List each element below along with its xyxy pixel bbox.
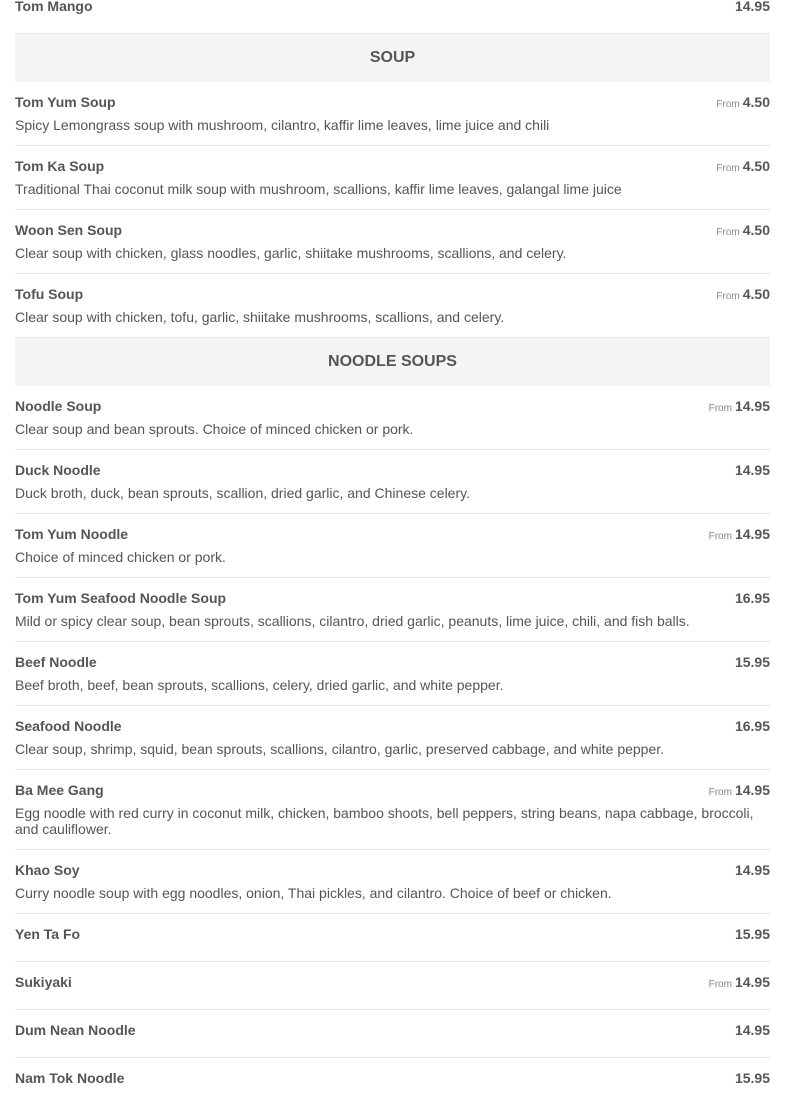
menu-item-name: Woon Sen Soup <box>15 222 123 238</box>
menu-item[interactable] <box>15 962 770 1010</box>
price-amount: 4.50 <box>742 286 770 302</box>
section-header-soup: SOUP <box>15 34 770 82</box>
menu-item-description: Clear soup and bean sprouts. Choice of minced chicken or pork. <box>15 421 414 437</box>
price-amount: 15.95 <box>734 654 770 670</box>
menu-item[interactable] <box>15 1010 770 1058</box>
menu-item-description: Duck broth, duck, bean sprouts, scallion, dried garlic, and Chinese celery. <box>15 485 470 501</box>
menu-item-price <box>709 398 770 416</box>
price-from-label: From <box>708 531 732 542</box>
price-from-label: From <box>708 403 732 414</box>
price-from-label: From <box>716 99 740 110</box>
menu-item-description: Spicy Lemongrass soup with mushroom, cilantro, kaffir lime leaves, lime juice and chili <box>15 117 550 133</box>
menu-item[interactable] <box>15 706 770 770</box>
menu-item[interactable] <box>15 642 770 706</box>
menu-item-price <box>735 1070 770 1088</box>
menu-item-name: Tom Yum Soup <box>15 94 116 110</box>
menu-item-price <box>735 590 770 608</box>
menu-item-price <box>735 718 770 736</box>
menu-item-description: Traditional Thai coconut milk soup with mushroom, scallions, kaffir lime leaves, galangal lime juice <box>15 181 622 197</box>
menu-item-description: Beef broth, beef, bean sprouts, scallions, celery, dried garlic, and white pepper. <box>15 677 504 693</box>
menu-item-description: Mild or spicy clear soup, bean sprouts, scallions, cilantro, dried garlic, peanuts, lime juice, chili, and fish balls. <box>15 613 690 629</box>
menu-item-price <box>735 862 770 880</box>
menu-item-price <box>735 0 770 16</box>
menu-item-name: Khao Soy <box>15 862 80 878</box>
menu-item-name: Beef Noodle <box>15 654 97 670</box>
menu-item-price <box>735 926 770 944</box>
menu-item-price <box>709 974 770 992</box>
section-header-noodle-soups: NOODLE SOUPS <box>15 338 770 386</box>
menu-item-price <box>716 158 770 176</box>
menu-item[interactable] <box>15 850 770 914</box>
menu-item-name: Nam Tok Noodle <box>15 1070 125 1086</box>
price-amount: 14.95 <box>734 1022 770 1038</box>
menu-item[interactable] <box>15 82 770 146</box>
price-amount: 15.95 <box>734 1070 770 1086</box>
menu-item[interactable] <box>15 914 770 962</box>
menu-item-name: Seafood Noodle <box>15 718 122 734</box>
price-from-label: From <box>716 163 740 174</box>
menu-item-name: Sukiyaki <box>15 974 72 990</box>
price-amount: 4.50 <box>742 158 770 174</box>
menu-item[interactable] <box>15 274 770 338</box>
menu-item-name: Tom Yum Noodle <box>15 526 129 542</box>
price-from-label: From <box>716 291 740 302</box>
price-amount: 16.95 <box>734 718 770 734</box>
menu-item-name: Tom Mango <box>15 0 93 14</box>
menu-item[interactable] <box>15 386 770 450</box>
price-from-label: From <box>708 979 732 990</box>
price-amount: 14.95 <box>734 462 770 478</box>
price-amount: 14.95 <box>734 0 770 14</box>
menu-item[interactable] <box>15 0 770 34</box>
menu-item-price <box>709 526 770 544</box>
menu-item-price <box>735 1022 770 1040</box>
menu-item-price <box>716 222 770 240</box>
menu-item-name: Ba Mee Gang <box>15 782 104 798</box>
price-from-label: From <box>716 227 740 238</box>
price-amount: 14.95 <box>734 782 770 798</box>
menu-item-name: Duck Noodle <box>15 462 101 478</box>
menu-item[interactable] <box>15 210 770 274</box>
menu-item-description: Clear soup with chicken, tofu, garlic, shiitake mushrooms, scallions, and celery. <box>15 309 505 325</box>
menu-item[interactable] <box>15 1058 770 1106</box>
menu-item[interactable] <box>15 578 770 642</box>
menu-item-name: Yen Ta Fo <box>15 926 81 942</box>
menu-item-description: Clear soup with chicken, glass noodles, garlic, shiitake mushrooms, scallions, and celery. <box>15 245 567 261</box>
menu-item-price <box>716 286 770 304</box>
menu-item[interactable] <box>15 146 770 210</box>
menu-item-description: Clear soup, shrimp, squid, bean sprouts, scallions, cilantro, garlic, preserved cabbage, and white pepper. <box>15 741 665 757</box>
price-from-label: From <box>708 787 732 798</box>
menu-item-description: Curry noodle soup with egg noodles, onion, Thai pickles, and cilantro. Choice of beef or chicken. <box>15 885 612 901</box>
price-amount: 14.95 <box>734 398 770 414</box>
menu-item-price <box>735 462 770 480</box>
menu-item[interactable] <box>15 770 770 850</box>
menu-item-name: Noodle Soup <box>15 398 102 414</box>
price-amount: 16.95 <box>734 590 770 606</box>
menu-item-name: Dum Nean Noodle <box>15 1022 136 1038</box>
price-amount: 14.95 <box>734 974 770 990</box>
menu-item[interactable] <box>15 514 770 578</box>
price-amount: 14.95 <box>734 862 770 878</box>
price-amount: 14.95 <box>734 526 770 542</box>
price-amount: 4.50 <box>742 222 770 238</box>
price-amount: 15.95 <box>734 926 770 942</box>
menu-item-description: Choice of minced chicken or pork. <box>15 549 226 565</box>
menu-item[interactable] <box>15 450 770 514</box>
price-amount: 4.50 <box>742 94 770 110</box>
menu-item-price <box>735 654 770 672</box>
menu-item-price <box>716 94 770 112</box>
menu-item-name: Tom Ka Soup <box>15 158 105 174</box>
menu-item-name: Tofu Soup <box>15 286 84 302</box>
menu-list <box>15 0 770 1106</box>
menu-item-name: Tom Yum Seafood Noodle Soup <box>15 590 227 606</box>
menu-item-price <box>709 782 770 800</box>
menu-item-description: Egg noodle with red curry in coconut milk, chicken, bamboo shoots, bell peppers, string beans, napa cabbage, broccoli, and cauliflower. <box>15 805 754 837</box>
